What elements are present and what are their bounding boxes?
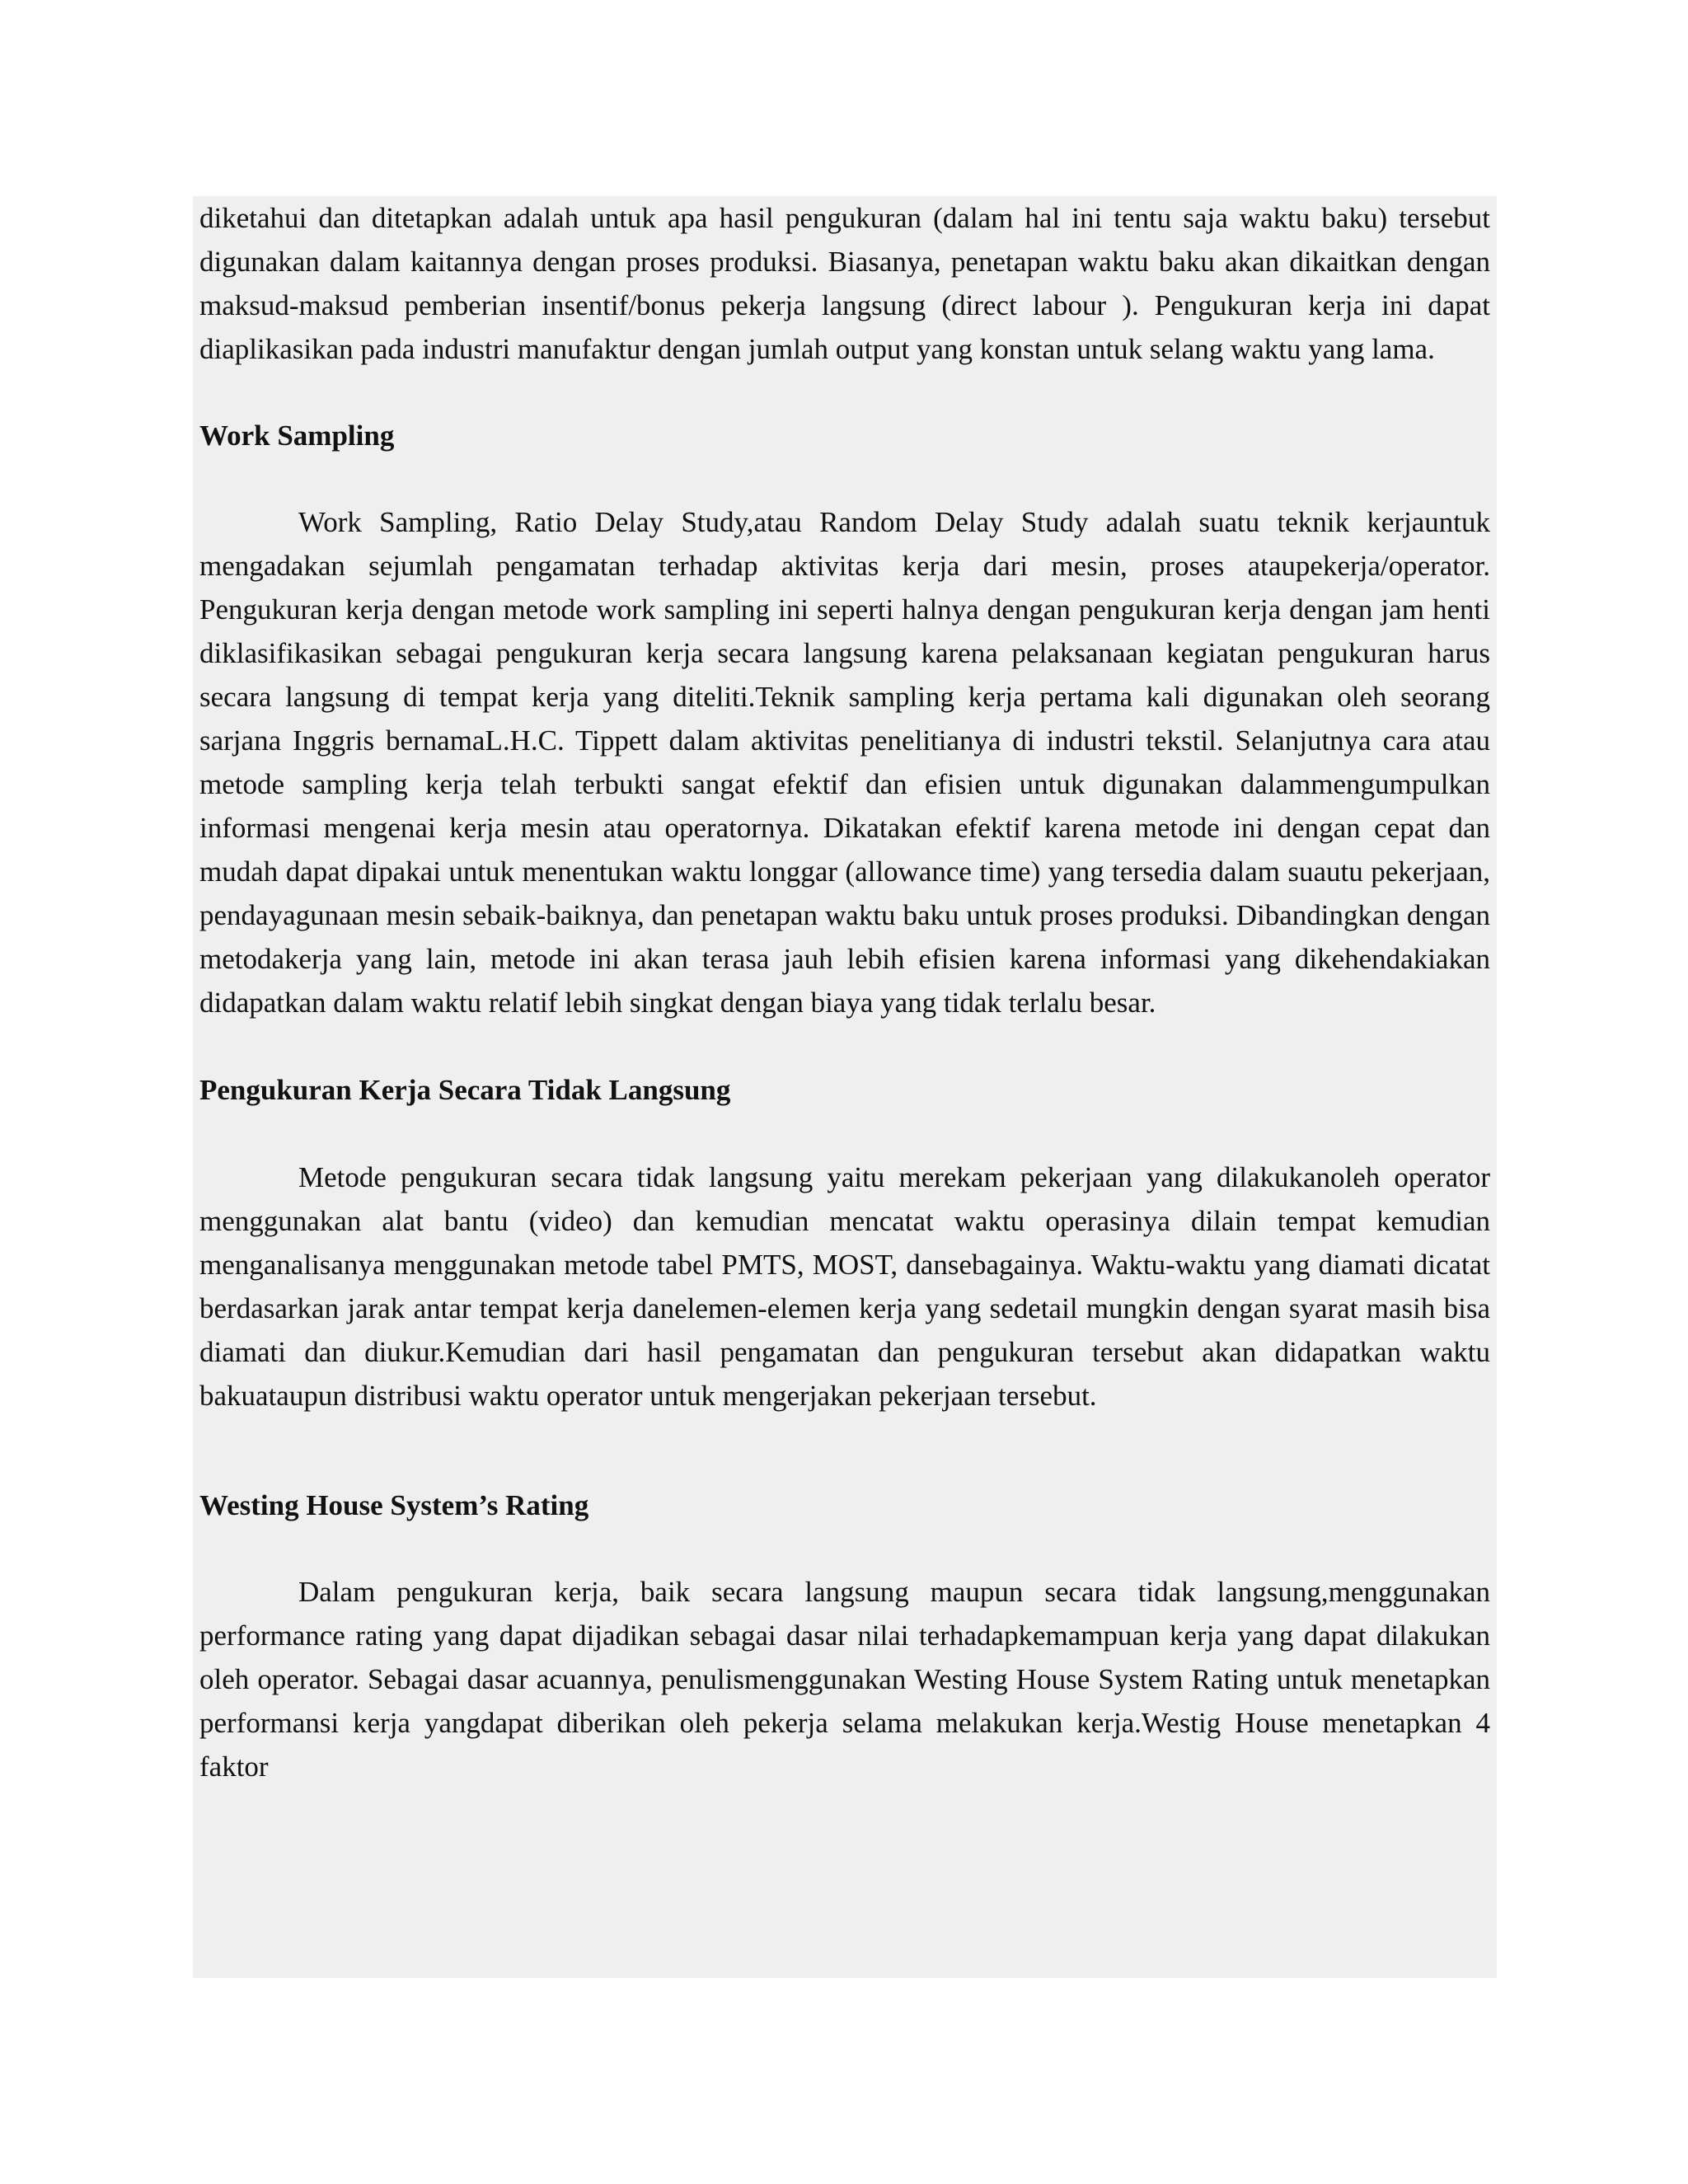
heading-westing-house-rating: Westing House System’s Rating (199, 1489, 589, 1521)
paragraph-indirect-measurement: Metode pengukuran secara tidak langsung yaitu merekam pekerjaan yang dilakukanoleh operator menggunakan alat bantu (video) dan kemudian mencatat waktu operasinya dilain tempat kemudian menganalisanya menggunakan metode tabel PMTS, MOST, dansebagainya. Waktu-waktu yang diamati dicatat berdasarkan jarak antar tempat kerja danelemen-elemen kerja yang sedetail mungkin dengan syarat masih bisa diamati dan diukur.Kemudian dari hasil pengamatan dan pengukuran tersebut akan didapatkan waktu bakuataupun distribusi waktu operator untuk mengerjakan pekerjaan tersebut. (199, 1161, 1490, 1412)
paragraph-work-sampling: Work Sampling, Ratio Delay Study,atau Random Delay Study adalah suatu teknik kerjauntuk mengadakan sejumlah pengamatan terhadap aktivitas kerja dari mesin, proses ataupekerja/operator. Pengukuran kerja dengan metode work sampling ini seperti halnya dengan pengukuran kerja dengan jam henti diklasifikasikan sebagai pengukuran kerja secara langsung karena pelaksanaan kegiatan pengukuran harus secara langsung di tempat kerja yang diteliti.Teknik sampling kerja pertama kali digunakan oleh seorang sarjana Inggris bernamaL.H.C. Tippett dalam aktivitas penelitianya di industri tekstil. Selanjutnya cara atau metode sampling kerja telah terbukti sangat efektif dan efisien untuk digunakan dalammengumpulkan informasi mengenai kerja mesin atau operatornya. Dikatakan efektif karena metode ini dengan cepat dan mudah dapat dipakai untuk menentukan waktu longgar (allowance time) yang tersedia dalam suautu pekerjaan, pendayagunaan mesin sebaik-baiknya, dan penetapan waktu baku untuk proses produksi. Dibandingkan dengan metodakerja yang lain, metode ini akan terasa jauh lebih efisien karena informasi yang dikehendakiakan didapatkan dalam waktu relatif lebih singkat dengan biaya yang tidak terlalu besar. (199, 506, 1490, 1019)
paragraph-westing-house-rating: Dalam pengukuran kerja, baik secara langsung maupun secara tidak langsung,menggunakan performance rating yang dapat dijadikan sebagai dasar nilai terhadapkemampuan kerja yang dapat dilakukan oleh operator. Sebagai dasar acuannya, penulismenggunakan Westing House System Rating untuk menetapkan performansi kerja yangdapat diberikan oleh pekerja selama melakukan kerja.Westig House menetapkan 4 faktor (199, 1576, 1490, 1783)
heading-work-sampling: Work Sampling (199, 419, 395, 452)
document-text-block (193, 196, 1497, 1978)
paragraph-intro-continuation: diketahui dan ditetapkan adalah untuk apa hasil pengukuran (dalam hal ini tentu saja waktu baku) tersebut digunakan dalam kaitannya dengan proses produksi. Biasanya, penetapan waktu baku akan dikaitkan dengan maksud-maksud pemberian insentif/bonus pekerja langsung (direct labour ). Pengukuran kerja ini dapat diaplikasikan pada industri manufaktur dengan jumlah output yang konstan untuk selang waktu yang lama. (199, 202, 1490, 365)
heading-indirect-measurement: Pengukuran Kerja Secara Tidak Langsung (199, 1074, 731, 1106)
